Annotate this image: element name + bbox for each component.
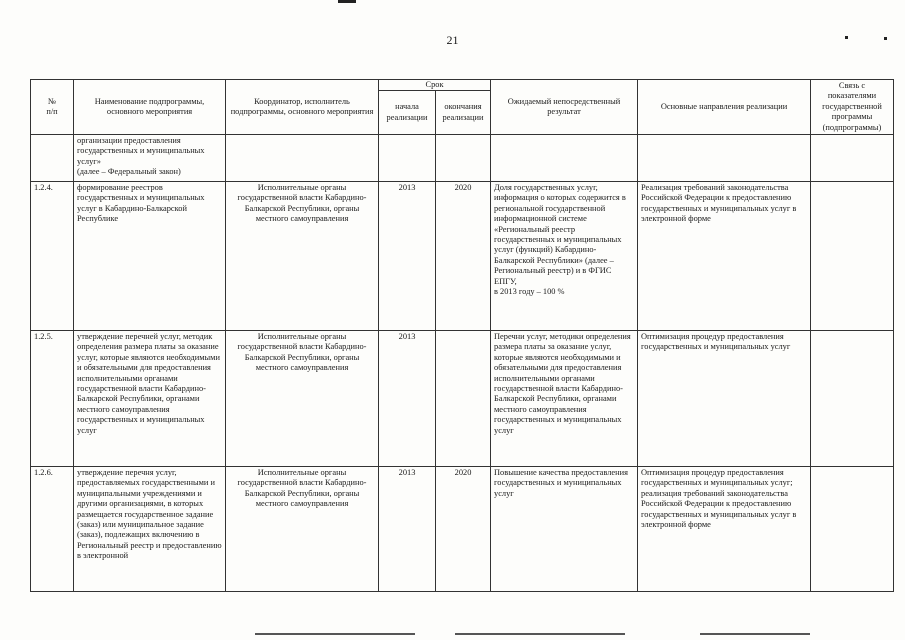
cell-num: 1.2.6.: [31, 467, 74, 592]
scan-speck: [845, 36, 848, 39]
cell-link: [811, 331, 894, 467]
cell-start: [379, 135, 436, 182]
cell-link: [811, 135, 894, 182]
program-measures-table: [30, 79, 894, 592]
cell-end: [436, 135, 491, 182]
cell-result: Повышение качества предоставления государственных и муниципальных услуг: [491, 467, 638, 592]
header-link: Связь с показателями государственной программы (подпрограммы): [811, 80, 894, 135]
cell-num: [31, 135, 74, 182]
scan-speck: [338, 0, 356, 3]
cell-name: утверждение перечня услуг, предоставляемых государственными и муниципальными учреждениями и другими организациями, в которых размещается государственное задание (заказ) или муниципальное задание (заказ), подлежащих включению в Региональный реестр и предоставлению в электронной: [74, 467, 226, 592]
cell-start: 2013: [379, 467, 436, 592]
cell-link: [811, 467, 894, 592]
table-row-continuation: [31, 135, 894, 182]
cell-result: Доля государственных услуг, информация о которых содержится в региональной государственной информационной системе «Региональный реестр государственных и муниципальных услуг (функций) Кабардино-Балкарской Республики» (далее – Региональный реестр) и в ФГИС ЕПГУ, в 2013 году – 100 %: [491, 182, 638, 331]
cell-directions: [638, 135, 811, 182]
cell-start: 2013: [379, 331, 436, 467]
scan-edge-mark: [455, 633, 625, 635]
cell-result: Перечни услуг, методики определения размера платы за оказание услуг, которые являются необходимыми и обязательными для предоставления исполнительными органами государственной власти Кабардино-Балкарской Республики, органами местного самоуправления государственных и муниципальных услуг: [491, 331, 638, 467]
header-term: Срок: [379, 80, 491, 91]
cell-result: [491, 135, 638, 182]
scan-edge-mark: [700, 633, 810, 635]
cell-name: формирование реестров государственных и муниципальных услуг в Кабардино-Балкарской Республике: [74, 182, 226, 331]
cell-end: 2020: [436, 467, 491, 592]
cell-coordinator: Исполнительные органы государственной власти Кабардино-Балкарской Республики, органы местного самоуправления: [226, 182, 379, 331]
table-row: [31, 331, 894, 467]
header-result: Ожидаемый непосредственный результат: [491, 80, 638, 135]
cell-end: [436, 331, 491, 467]
scan-speck: [884, 37, 887, 40]
header-num: № п/п: [31, 80, 74, 135]
cell-name: утверждение перечней услуг, методик определения размера платы за оказание услуг, которые являются необходимыми и обязательными для предоставления исполнительными органами государственной власти Кабардино-Балкарской Республики, органами местного самоуправления государственных и муниципальных услуг: [74, 331, 226, 467]
cell-num: 1.2.4.: [31, 182, 74, 331]
header-row: [31, 80, 894, 91]
cell-coordinator: [226, 135, 379, 182]
scan-edge-mark: [255, 633, 415, 635]
cell-name: организации предоставления государственных и муниципальных услуг» (далее – Федеральный закон): [74, 135, 226, 182]
header-coordinator: Координатор, исполнитель подпрограммы, основного мероприятия: [226, 80, 379, 135]
cell-link: [811, 182, 894, 331]
cell-coordinator: Исполнительные органы государственной власти Кабардино-Балкарской Республики, органы местного самоуправления: [226, 331, 379, 467]
header-start: начала реализации: [379, 91, 436, 135]
cell-directions: Оптимизация процедур предоставления государственных и муниципальных услуг: [638, 331, 811, 467]
cell-num: 1.2.5.: [31, 331, 74, 467]
page-number: 21: [446, 33, 459, 47]
table-row: [31, 182, 894, 331]
header-directions: Основные направления реализации: [638, 80, 811, 135]
header-name: Наименование подпрограммы, основного мероприятия: [74, 80, 226, 135]
header-end: окончания реализации: [436, 91, 491, 135]
cell-start: 2013: [379, 182, 436, 331]
table-row: [31, 467, 894, 592]
cell-coordinator: Исполнительные органы государственной власти Кабардино-Балкарской Республики, органы местного самоуправления: [226, 467, 379, 592]
cell-directions: Реализация требований законодательства Российской Федерации к предоставлению государственных и муниципальных услуг в электронной форме: [638, 182, 811, 331]
cell-directions: Оптимизация процедур предоставления государственных и муниципальных услуг; реализация требований законодательства Российской Федерации к предоставлению государственных и муниципальных услуг в электронной форме: [638, 467, 811, 592]
cell-end: 2020: [436, 182, 491, 331]
